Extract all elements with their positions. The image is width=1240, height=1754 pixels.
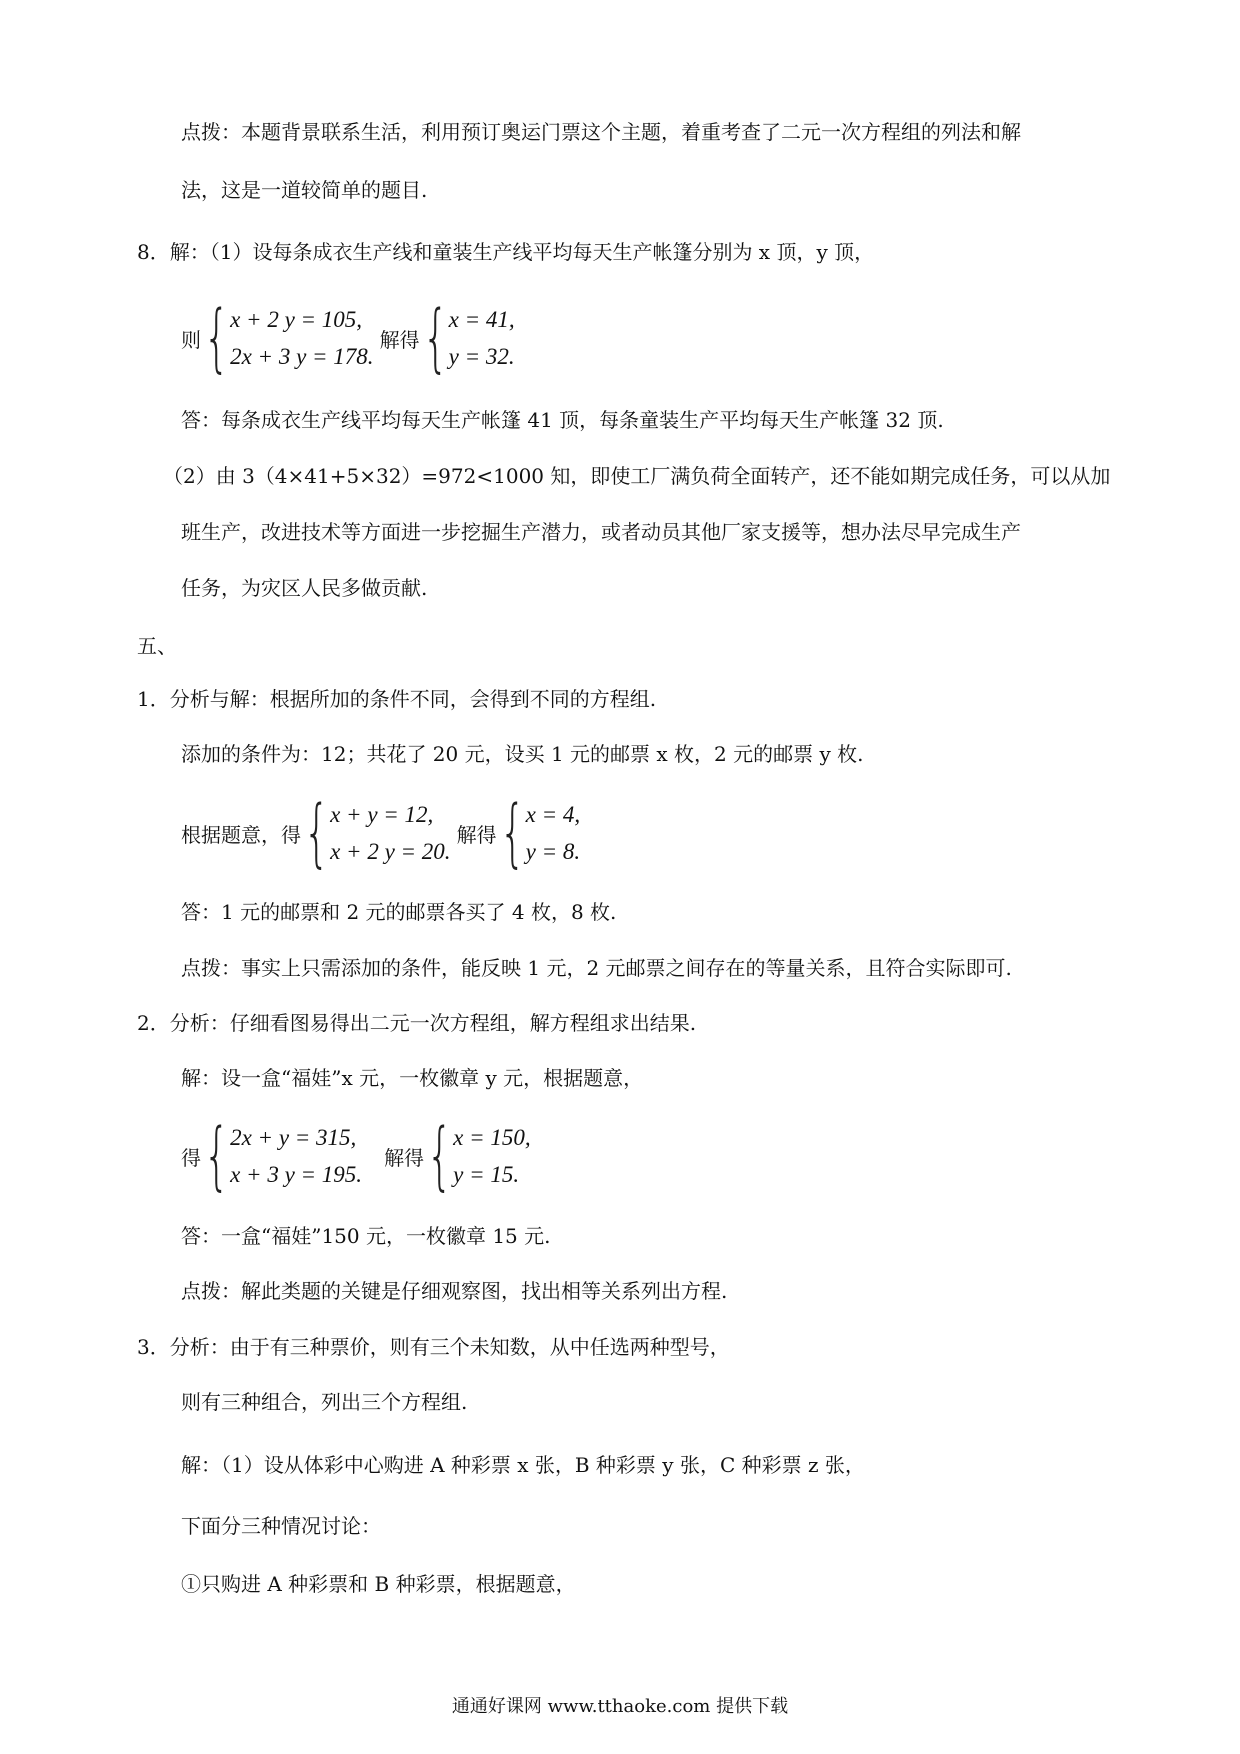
equation-system bbox=[201, 295, 374, 381]
text-line: 任务，为灾区人民多做贡献. bbox=[181, 576, 428, 600]
text-line: 解：（1）设从体彩中心购进 A 种彩票 x 张，B 种彩票 y 张，C 种彩票 z 张， bbox=[181, 1453, 865, 1477]
equation-solve-label: 解得 bbox=[456, 822, 497, 847]
equation-row: x + 3 y = 195. bbox=[230, 1162, 363, 1187]
equation-block bbox=[181, 295, 515, 381]
equation-prefix: 得 bbox=[181, 1145, 201, 1170]
text-line: 2．分析：仔细看图易得出二元一次方程组，解方程组求出结果. bbox=[137, 1011, 697, 1035]
equation-solve-label: 解得 bbox=[379, 327, 420, 352]
solution-row: y = 8. bbox=[525, 839, 581, 864]
text-line: 解：设一盒“福娃”x 元，一枚徽章 y 元，根据题意， bbox=[181, 1066, 644, 1090]
equation-system bbox=[301, 790, 451, 876]
text-line: 1．分析与解：根据所加的条件不同，会得到不同的方程组. bbox=[137, 687, 657, 711]
text-line: 点拨：解此类题的关键是仔细观察图，找出相等关系列出方程. bbox=[181, 1279, 728, 1303]
equation-row: 2x + 3 y = 178. bbox=[230, 344, 374, 369]
solution-row: y = 15. bbox=[453, 1162, 520, 1187]
text-line: 答：1 元的邮票和 2 元的邮票各买了 4 枚，8 枚. bbox=[181, 900, 617, 924]
text-line: 下面分三种情况讨论： bbox=[181, 1514, 381, 1538]
solution-row: x = 4, bbox=[525, 802, 581, 827]
brace-icon: { bbox=[426, 1113, 453, 1199]
brace-icon: { bbox=[203, 295, 230, 381]
brace-icon: { bbox=[303, 790, 330, 876]
text-line: ①只购进 A 种彩票和 B 种彩票，根据题意， bbox=[181, 1572, 576, 1596]
solution-system bbox=[424, 1113, 531, 1199]
equation-row: 2x + y = 315, bbox=[230, 1125, 357, 1150]
text-line: 添加的条件为：12；共花了 20 元，设买 1 元的邮票 x 枚，2 元的邮票 y 枚. bbox=[181, 742, 864, 766]
equation-prefix: 则 bbox=[181, 327, 201, 352]
text-line: 点拨：事实上只需添加的条件，能反映 1 元，2 元邮票之间存在的等量关系，且符合实际即可. bbox=[181, 956, 1012, 980]
text-line: 则有三种组合，列出三个方程组. bbox=[181, 1390, 468, 1414]
text-line: 答：一盒“福娃”150 元，一枚徽章 15 元. bbox=[181, 1224, 551, 1248]
equation-row: x + 2 y = 105, bbox=[230, 307, 363, 332]
text-line: 法，这是一道较简单的题目. bbox=[181, 178, 428, 202]
equation-row: x + 2 y = 20. bbox=[330, 839, 451, 864]
equation-row: x + y = 12, bbox=[330, 802, 434, 827]
text-line: 3．分析：由于有三种票价，则有三个未知数，从中任选两种型号， bbox=[137, 1335, 730, 1359]
solution-system bbox=[420, 295, 515, 381]
section-heading: 五、 bbox=[137, 634, 177, 658]
brace-icon: { bbox=[203, 1113, 230, 1199]
brace-icon: { bbox=[422, 295, 449, 381]
brace-icon: { bbox=[499, 790, 526, 876]
solution-row: y = 32. bbox=[448, 344, 515, 369]
solution-system bbox=[497, 790, 581, 876]
text-line: 点拨：本题背景联系生活，利用预订奥运门票这个主题，着重考查了二元一次方程组的列法和解 bbox=[181, 120, 1021, 144]
equation-block bbox=[181, 1113, 531, 1199]
text-line: 班生产，改进技术等方面进一步挖掘生产潜力，或者动员其他厂家支援等，想办法尽早完成生产 bbox=[181, 520, 1021, 544]
text-line: 8．解：（1）设每条成衣生产线和童装生产线平均每天生产帐篷分别为 x 顶，y 顶， bbox=[137, 240, 875, 264]
equation-block bbox=[181, 790, 581, 876]
text-line: （2）由 3（4×41+5×32）=972<1000 知，即使工厂满负荷全面转产，还不能如期完成任务，可以从加 bbox=[163, 464, 1111, 488]
solution-row: x = 150, bbox=[453, 1125, 531, 1150]
equation-system bbox=[201, 1113, 363, 1199]
text-line: 答：每条成衣生产线平均每天生产帐篷 41 顶，每条童装生产平均每天生产帐篷 32 顶. bbox=[181, 408, 944, 432]
solution-row: x = 41, bbox=[448, 307, 515, 332]
equation-prefix: 根据题意，得 bbox=[181, 822, 301, 847]
page-footer: 通通好课网 www.tthaoke.com 提供下载 bbox=[451, 1696, 789, 1717]
equation-solve-label: 解得 bbox=[384, 1145, 425, 1170]
